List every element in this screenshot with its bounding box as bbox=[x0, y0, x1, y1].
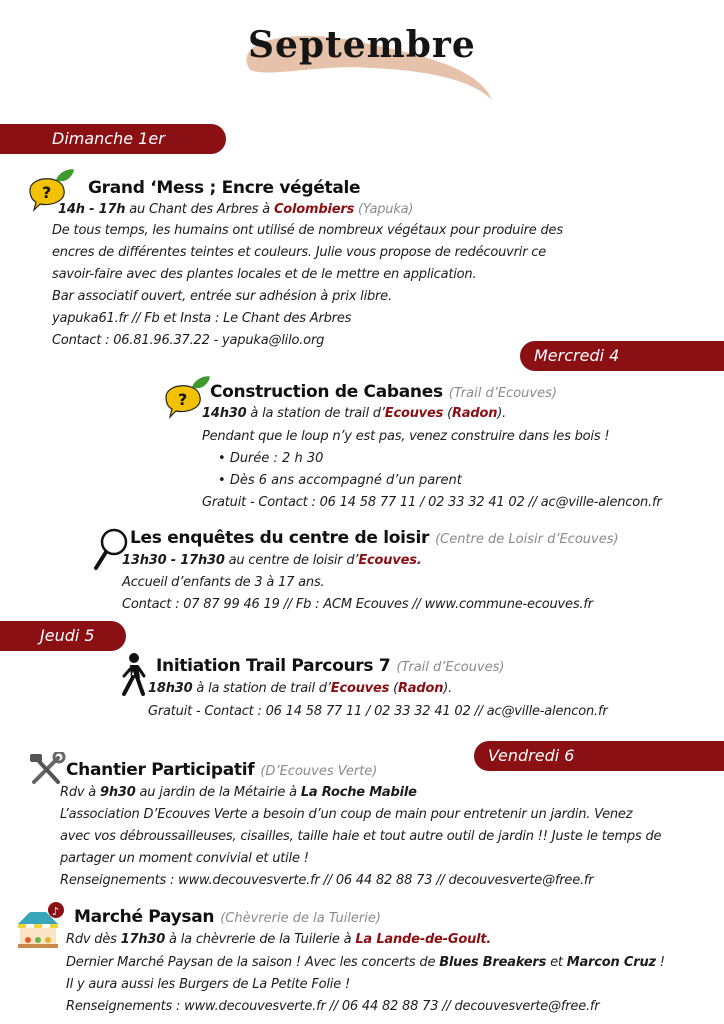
event-time-place: 14h30 à la station de trail d’Ecouves (Radon). bbox=[202, 406, 507, 421]
event-title: Chantier Participatif (D’Ecouves Verte) bbox=[66, 760, 378, 780]
day-banner-vendredi: Vendredi 6 bbox=[474, 741, 724, 771]
bullet-item: • Dès 6 ans accompagné d’un parent bbox=[218, 473, 462, 488]
event-description: Il y aura aussi les Burgers de La Petite Folie ! bbox=[66, 977, 350, 992]
event-contact: Gratuit - Contact : 06 14 58 77 11 / 02 33 32 41 02 // ac@ville-alencon.fr bbox=[202, 495, 662, 510]
event-title: Construction de Cabanes (Trail d’Ecouves) bbox=[210, 382, 557, 402]
event-title: Les enquêtes du centre de loisir (Centre de Loisir d’Ecouves) bbox=[130, 528, 619, 548]
event-contact: Renseignements : www.decouvesverte.fr // 06 44 82 88 73 // decouvesverte@free.fr bbox=[60, 873, 594, 888]
page-header bbox=[220, 8, 500, 108]
event-title: Grand ‘Mess ; Encre végétale bbox=[88, 178, 361, 198]
event-description: encres de différentes teintes et couleurs. Julie vous propose de redécouvrir ce bbox=[52, 245, 547, 260]
svg-text:?: ? bbox=[178, 390, 188, 409]
day-banner-dimanche: Dimanche 1er bbox=[0, 124, 226, 154]
event-description: savoir-faire avec des plantes locales et de le mettre en application. bbox=[52, 267, 477, 282]
event-time-place: 18h30 à la station de trail d’Ecouves (Radon). bbox=[148, 681, 453, 696]
event-contact: Renseignements : www.decouvesverte.fr // 06 44 82 88 73 // decouvesverte@free.fr bbox=[66, 999, 600, 1014]
day-banner-mercredi: Mercredi 4 bbox=[520, 341, 724, 371]
event-contact: Contact : 06.81.96.37.22 - yapuka@lilo.org bbox=[52, 333, 325, 348]
event-time-place: 14h - 17h au Chant des Arbres à Colombiers (Yapuka) bbox=[58, 202, 414, 217]
event-description: Pendant que le loup n’y est pas, venez construire dans les bois ! bbox=[202, 429, 610, 444]
magnifier-icon bbox=[92, 526, 132, 578]
event-description: Bar associatif ouvert, entrée sur adhésion à prix libre. bbox=[52, 289, 392, 304]
event-description: De tous temps, les humains ont utilisé de nombreux végétaux pour produire des bbox=[52, 223, 563, 238]
event-links: yapuka61.fr // Fb et Insta : Le Chant des Arbres bbox=[52, 311, 352, 326]
svg-text:?: ? bbox=[42, 183, 52, 202]
svg-text:♪: ♪ bbox=[52, 905, 60, 918]
event-description: avec vos débroussailleuses, cisailles, taille haie et tout autre outil de jardin !! Juste le temps de bbox=[60, 829, 662, 844]
event-description: L’association D’Ecouves Verte a besoin d’un coup de main pour entretenir un jardin. Venez bbox=[60, 807, 633, 822]
event-title: Initiation Trail Parcours 7 (Trail d’Ecouves) bbox=[156, 656, 505, 676]
event-description: Accueil d’enfants de 3 à 17 ans. bbox=[122, 575, 325, 590]
event-time-place: Rdv dès 17h30 à la chèvrerie de la Tuilerie à La Lande-de-Goult. bbox=[66, 932, 492, 947]
bullet-item: • Durée : 2 h 30 bbox=[218, 451, 324, 466]
event-title: Marché Paysan (Chèvrerie de la Tuilerie) bbox=[74, 907, 381, 927]
event-time-place: 13h30 - 17h30 au centre de loisir d’Ecouves. bbox=[122, 553, 422, 568]
event-time-place: Rdv à 9h30 au jardin de la Métairie à La Roche Mabile bbox=[60, 785, 417, 800]
event-contact: Contact : 07 87 99 46 19 // Fb : ACM Ecouves // www.commune-ecouves.fr bbox=[122, 597, 593, 612]
event-description: Dernier Marché Paysan de la saison ! Avec les concerts de Blues Breakers et Marcon Cruz ! bbox=[66, 955, 665, 970]
day-banner-jeudi: Jeudi 5 bbox=[0, 621, 126, 651]
walking-person-icon bbox=[116, 652, 148, 702]
event-description: partager un moment convivial et utile ! bbox=[60, 851, 309, 866]
event-contact: Gratuit - Contact : 06 14 58 77 11 / 02 33 32 41 02 // ac@ville-alencon.fr bbox=[148, 704, 608, 719]
market-stall-icon bbox=[14, 900, 70, 958]
page-title: Septembre bbox=[248, 24, 476, 66]
